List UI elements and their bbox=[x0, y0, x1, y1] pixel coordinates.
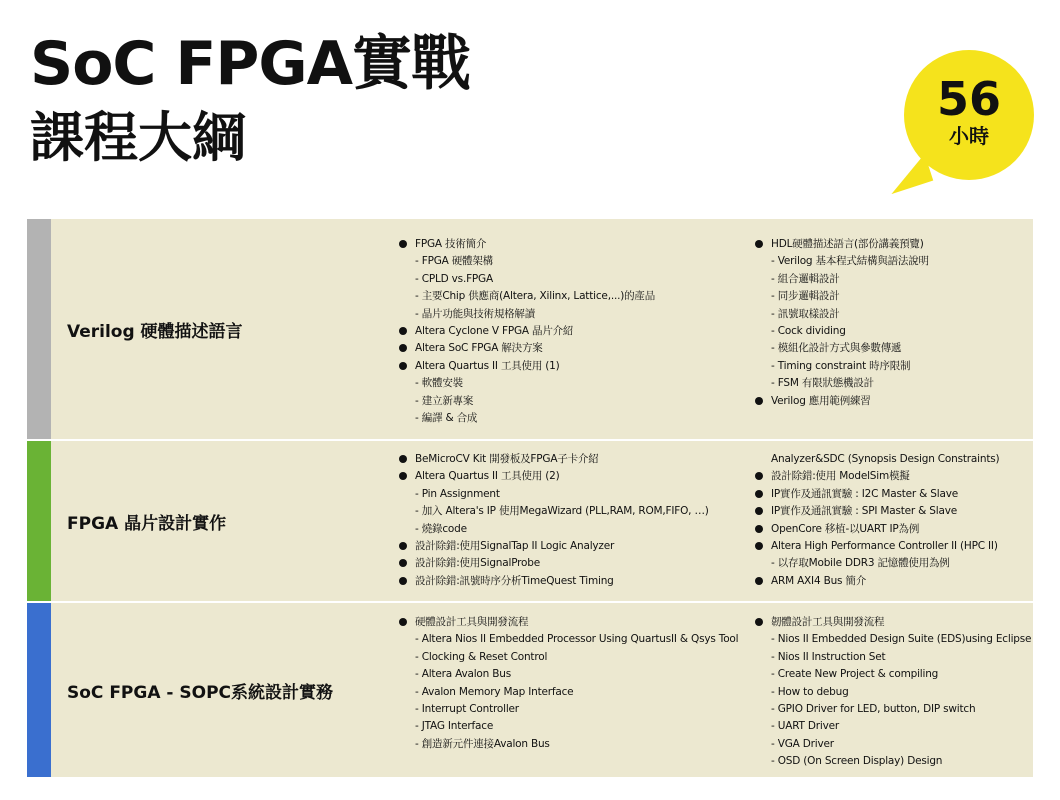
section-title: Verilog 硬體描述語言 bbox=[67, 321, 243, 342]
section-column-left bbox=[347, 441, 709, 601]
section-row-sopc bbox=[27, 603, 1033, 777]
section-column-left bbox=[347, 603, 739, 777]
outline-sub-item: - OSD (On Screen Display) Design bbox=[771, 755, 943, 768]
section-row-verilog bbox=[27, 219, 1033, 441]
section-column-left bbox=[347, 219, 703, 439]
section-color-bar bbox=[27, 603, 51, 777]
outline-sub-item: - Altera Nios II Embedded Processor Using QuartusII & Qsys Tool bbox=[415, 633, 739, 646]
outline-bullet-item: Altera Cyclone V FPGA 晶片介紹 bbox=[399, 323, 703, 340]
outline-sub-item: - JTAG Interface bbox=[415, 720, 494, 733]
outline-sub-item: - FPGA 硬體架構 bbox=[415, 255, 493, 268]
course-outline-table bbox=[27, 219, 1033, 777]
outline-sub-item: - CPLD vs.FPGA bbox=[415, 272, 493, 285]
outline-bullet-item: BeMicroCV Kit 開發板及FPGA子卡介紹 bbox=[399, 451, 703, 468]
outline-sub-item: - 建立新專案 bbox=[415, 394, 474, 407]
page-title: SoC FPGA實戰 bbox=[30, 29, 470, 99]
hours-unit: 小時 bbox=[949, 124, 989, 148]
outline-bullet-item: 設計除錯:使用SignalTap II Logic Analyzer bbox=[399, 538, 703, 555]
page-subtitle: 課程大綱 bbox=[30, 106, 246, 169]
outline-sub-item: - FSM 有限狀態機設計 bbox=[771, 377, 874, 390]
section-column-right bbox=[703, 603, 1033, 777]
outline-bullet-item: 設計除錯:使用 ModelSim模擬 bbox=[755, 468, 1033, 485]
outline-sub-item: - 組合邏輯設計 bbox=[771, 272, 840, 285]
outline-bullet-item: 硬體設計工具與開發流程 bbox=[399, 614, 703, 631]
outline-bullet-item: IP實作及通訊實驗 : SPI Master & Slave bbox=[755, 503, 1033, 520]
outline-bullet-item: OpenCore 移植-以UART IP為例 bbox=[755, 521, 1033, 538]
outline-sub-item: - 以存取Mobile DDR3 記憶體使用為例 bbox=[771, 557, 950, 570]
outline-bullet-item: 設計除錯:使用SignalProbe bbox=[399, 555, 703, 572]
section-column-right bbox=[703, 441, 1033, 601]
section-color-bar bbox=[27, 219, 51, 439]
outline-sub-item: - 晶片功能與技術規格解讀 bbox=[415, 307, 536, 320]
outline-bullet-item: FPGA 技術簡介 bbox=[399, 236, 703, 253]
outline-sub-item: - 編譯 & 合成 bbox=[415, 411, 478, 424]
outline-bullet-item: Altera High Performance Controller II (HPC II) bbox=[755, 538, 1033, 555]
outline-sub-item: - 燒錄code bbox=[415, 522, 467, 535]
hours-bubble bbox=[904, 50, 1034, 180]
outline-sub-item: Analyzer&SDC (Synopsis Design Constraints) bbox=[771, 453, 1000, 465]
section-column-right bbox=[703, 219, 1033, 439]
outline-sub-item: - Nios II Embedded Design Suite (EDS)using Eclipse bbox=[771, 633, 1032, 646]
section-title: FPGA 晶片設計實作 bbox=[67, 513, 227, 534]
outline-sub-item: - Timing constraint 時序限制 bbox=[771, 359, 911, 372]
outline-bullet-item: Altera SoC FPGA 解決方案 bbox=[399, 340, 703, 357]
outline-sub-item: - 模組化設計方式與參數傳遞 bbox=[771, 342, 902, 355]
outline-bullet-item: HDL硬體描述語言(部份講義預覽) bbox=[755, 236, 1033, 253]
outline-bullet-item: ARM AXI4 Bus 簡介 bbox=[755, 573, 1033, 590]
outline-sub-item: - Cock dividing bbox=[771, 324, 846, 337]
section-color-bar bbox=[27, 441, 51, 601]
section-row-fpga bbox=[27, 441, 1033, 603]
outline-bullet-item: 設計除錯:訊號時序分析TimeQuest Timing bbox=[399, 573, 703, 590]
outline-sub-item: - How to debug bbox=[771, 685, 849, 698]
outline-sub-item: - 主要Chip 供應商(Altera, Xilinx, Lattice,...)的產品 bbox=[415, 290, 656, 303]
hours-badge bbox=[880, 50, 1040, 190]
outline-sub-item: - Interrupt Controller bbox=[415, 702, 519, 715]
outline-sub-item: - Altera Avalon Bus bbox=[415, 668, 511, 681]
outline-sub-item: - 訊號取樣設計 bbox=[771, 307, 840, 320]
hours-number: 56 bbox=[936, 72, 1001, 126]
section-title: SoC FPGA - SOPC系統設計實務 bbox=[67, 682, 334, 703]
outline-bullet-item: IP實作及通訊實驗 : I2C Master & Slave bbox=[755, 486, 1033, 503]
outline-sub-item: - UART Driver bbox=[771, 720, 839, 733]
outline-sub-item: - Pin Assignment bbox=[415, 487, 500, 500]
outline-sub-item: - Nios II Instruction Set bbox=[771, 650, 886, 663]
outline-sub-item: - Create New Project & compiling bbox=[771, 668, 939, 681]
outline-sub-item: - 同步邏輯設計 bbox=[771, 290, 840, 303]
outline-sub-item: - VGA Driver bbox=[771, 737, 834, 750]
outline-bullet-item: Verilog 應用範例練習 bbox=[755, 393, 1033, 410]
outline-sub-item: - 創造新元件連接Avalon Bus bbox=[415, 737, 550, 750]
outline-sub-item: - Verilog 基本程式結構與語法說明 bbox=[771, 255, 929, 268]
outline-sub-item: - Avalon Memory Map Interface bbox=[415, 685, 574, 698]
outline-sub-item: - GPIO Driver for LED, button, DIP switch bbox=[771, 702, 976, 715]
outline-bullet-item: 韌體設計工具與開發流程 bbox=[755, 614, 1033, 631]
outline-sub-item: - 加入 Altera's IP 使用MegaWizard (PLL,RAM, ROM,FIFO, …) bbox=[415, 505, 709, 518]
outline-sub-item: - Clocking & Reset Control bbox=[415, 650, 548, 663]
outline-bullet-item: Altera Quartus II 工具使用 (2) bbox=[399, 468, 703, 485]
outline-bullet-item: Altera Quartus II 工具使用 (1) bbox=[399, 358, 703, 375]
outline-sub-item: - 軟體安裝 bbox=[415, 377, 463, 390]
